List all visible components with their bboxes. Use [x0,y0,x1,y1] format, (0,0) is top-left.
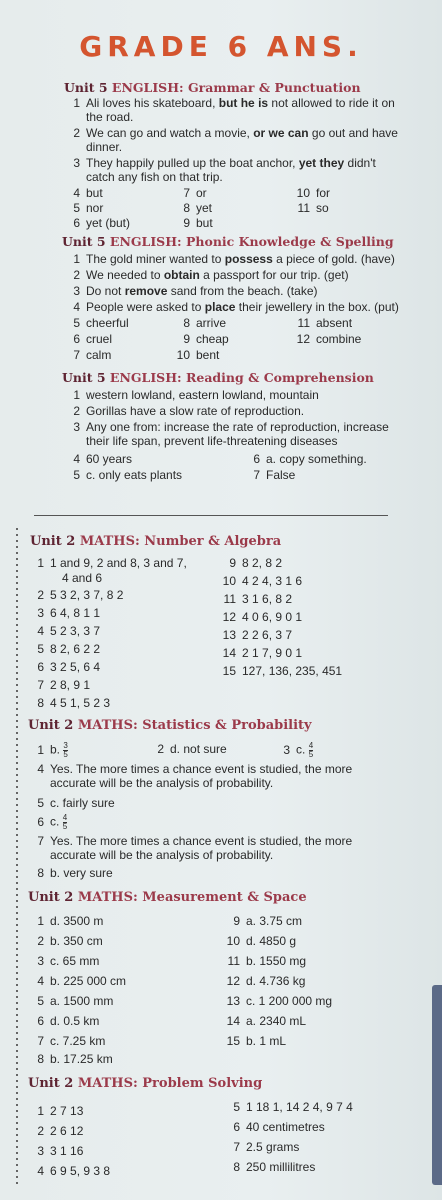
heading-statistics: Unit 2 MATHS: Statistics & Probability [28,718,312,733]
answer-line: 12 d. 4.736 kg [226,974,306,988]
answer-line: 15 b. 1 mL [226,1034,287,1048]
answer-line: 1 Ali loves his skateboard, but he is not allowed to ride it on [73,96,395,110]
answer-line: 12 combine [296,332,362,346]
answer-line: 4 and 6 [62,571,103,585]
answer-line: 11 absent [297,316,353,330]
fraction: $\frac{4}{5}$ [308,741,314,759]
answer-line: 10 d. 4850 g [226,934,297,948]
answer-line: 6 40 centimetres [233,1120,325,1134]
answer-line: 7 Yes. The more times a chance event is studied, the more [37,834,353,848]
answer-line: 10 4 2 4, 3 1 6 [222,574,303,588]
answer-line: 2 b. 350 cm [37,934,103,948]
answer-line: 8 arrive [183,316,227,330]
answer-line: 13 c. 1 200 000 mg [226,994,333,1008]
answer-line: 6 cruel [73,332,113,346]
answer-line: 2 5 3 2, 3 7, 8 2 [37,588,124,602]
answer-line: 4 People were asked to place their jewellery in the box. (put) [73,300,399,314]
answer-line: 8 4 5 1, 5 2 3 [37,696,111,710]
answer-line: 5 1 18 1, 14 2 4, 9 7 4 [233,1100,353,1114]
answer-line: 4 but [73,186,103,200]
answer-line: 5 nor [73,201,104,215]
answer-line: 7 c. 7.25 km [37,1034,106,1048]
answer-line: 9 a. 3.75 cm [233,914,303,928]
answer-line: 5 c. fairly sure [37,796,115,810]
heading-phonic: Unit 5 ENGLISH: Phonic Knowledge & Spelling [62,234,394,249]
page-title: GRADE 6 ANS. [79,30,363,63]
answer-line: 7 or [183,186,207,200]
answer-line: 8 b. very sure [37,866,113,880]
answer-line: 2 We can go and watch a movie, or we can go out and have [73,126,398,140]
fraction: $\frac{3}{5}$ [63,741,68,759]
answer-line: accurate will be the analysis of probability. [50,848,274,862]
answer-line: 4 6 9 5, 9 3 8 [37,1164,111,1178]
answer-line: 13 2 2 6, 3 7 [222,628,293,642]
answer-line: 7 2 8, 9 1 [37,678,91,692]
answer-line: 2 2 6 12 [37,1124,84,1138]
answer-line: 7 2.5 grams [233,1140,300,1154]
answer-line: 6 3 2 5, 6 4 [37,660,101,674]
answer-line: 2 d. not sure [157,742,227,756]
answer-line: 3 Do not remove sand from the beach. (take) [73,284,318,298]
answer-line: accurate will be the analysis of probability. [50,776,274,790]
answer-line: 3 They happily pulled up the boat anchor, yet they didn't [73,156,376,170]
heading-problem-solving: Unit 2 MATHS: Problem Solving [28,1076,263,1091]
answer-line: 2 We needed to obtain a passport for our trip. (get) [73,268,349,282]
answer-line: 14 a. 2340 mL [226,1014,307,1028]
answer-line: 1 b. $\frac{3}{5}$ [37,741,68,759]
heading-measurement: Unit 2 MATHS: Measurement & Space [28,890,307,905]
answer-line: 7 False [253,468,296,482]
answer-line: 1 d. 3500 m [37,914,104,928]
answer-line: 3 3 1 16 [37,1144,84,1158]
answer-line: 11 so [297,201,329,215]
answer-line: 6 yet (but) [73,216,131,230]
answer-line: 11 b. 1550 mg [227,954,307,968]
answer-line: 14 2 1 7, 9 0 1 [222,646,303,660]
perforation-line [16,528,18,1188]
answer-line: 5 cheerful [73,316,129,330]
answer-line: 6 a. copy something. [253,452,367,466]
answer-line: dinner. [86,140,123,154]
page-edge-tab [432,985,442,1185]
answer-line: 8 yet [183,201,213,215]
answer-line: 9 cheap [183,332,229,346]
answer-line: 10 for [296,186,331,200]
answer-line: 4 5 2 3, 3 7 [37,624,101,638]
answer-line: 1 The gold miner wanted to possess a piece of gold. (have) [73,252,395,266]
answer-line: 1 1 and 9, 2 and 8, 3 and 7, [37,556,187,570]
section-divider [34,515,388,516]
answer-line: 12 4 0 6, 9 0 1 [222,610,303,624]
answer-line: 6 c. $\frac{4}{5}$ [37,813,68,831]
heading-grammar: Unit 5 ENGLISH: Grammar & Punctuation [64,80,361,95]
answer-line: 8 250 millilitres [233,1160,316,1174]
answer-line: 5 a. 1500 mm [37,994,114,1008]
answer-line: 3 c. 65 mm [37,954,100,968]
answer-line: 3 6 4, 8 1 1 [37,606,101,620]
answer-line: 9 8 2, 8 2 [229,556,283,570]
answer-line: 5 c. only eats plants [73,468,183,482]
answer-line: 3 Any one from: increase the rate of reproduction, increase [73,420,389,434]
answer-line: 9 but [183,216,213,230]
answer-line: 5 8 2, 6 2 2 [37,642,101,656]
answer-line: 4 Yes. The more times a chance event is studied, the more [37,762,353,776]
answer-line: their life span, prevent life-threatening diseases [86,434,338,448]
answer-line: 8 b. 17.25 km [37,1052,113,1066]
answer-line: 3 c. $\frac{4}{5}$ [283,741,314,759]
answer-line: 6 d. 0.5 km [37,1014,100,1028]
answer-line: 4 60 years [73,452,133,466]
answer-line: catch any fish on that trip. [86,170,223,184]
heading-reading: Unit 5 ENGLISH: Reading & Comprehension [62,370,374,385]
answer-line: the road. [86,110,134,124]
answer-line: 2 Gorillas have a slow rate of reproduction. [73,404,305,418]
answer-line: 10 bent [176,348,220,362]
answer-line: 15 127, 136, 235, 451 [222,664,343,678]
answer-line: 1 2 7 13 [37,1104,84,1118]
answer-line: 7 calm [73,348,112,362]
answer-line: 11 3 1 6, 8 2 [223,592,293,606]
answer-line: 1 western lowland, eastern lowland, mountain [73,388,319,402]
heading-number: Unit 2 MATHS: Number & Algebra [30,534,282,549]
answer-line: 4 b. 225 000 cm [37,974,127,988]
fraction: $\frac{4}{5}$ [62,813,68,831]
